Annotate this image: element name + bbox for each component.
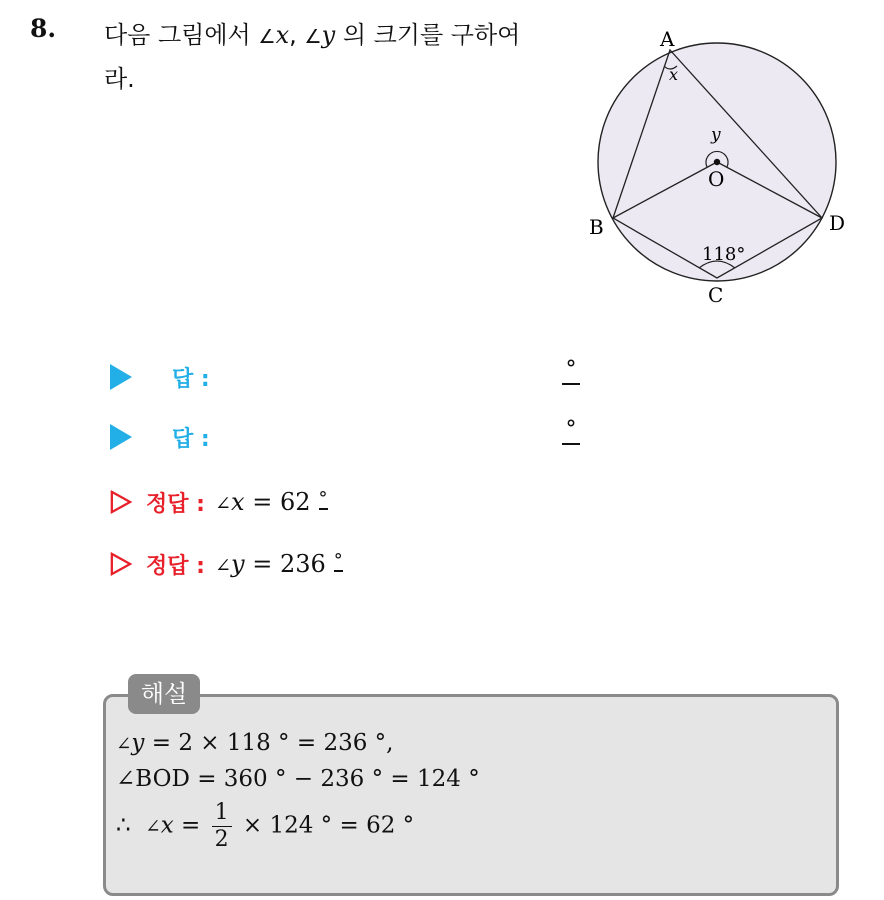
label-d: D bbox=[829, 211, 846, 235]
correct-value: = 236 bbox=[252, 550, 326, 578]
question-var-x: x bbox=[275, 21, 290, 49]
label-y: y bbox=[711, 125, 721, 145]
fraction-numerator: 1 bbox=[212, 800, 232, 827]
angle-symbol-icon: ∠ bbox=[304, 25, 322, 48]
label-o: O bbox=[708, 167, 725, 191]
center-point bbox=[714, 159, 720, 165]
correct-answer-row-1 bbox=[110, 482, 328, 522]
angle-symbol-icon: ∠ bbox=[258, 25, 276, 48]
correct-value: = 62 bbox=[252, 488, 311, 516]
angle-symbol-icon: ∠ bbox=[214, 554, 232, 577]
play-triangle-icon bbox=[110, 364, 132, 390]
solution-line1-text: = 2 × 118 ° = 236 °, bbox=[151, 730, 394, 756]
angle-symbol-icon: ∠ bbox=[214, 492, 232, 515]
solution-line-2: ∠BOD = 360 ° − 236 ° = 124 ° bbox=[116, 766, 480, 792]
question-number: 8. bbox=[30, 14, 57, 43]
inscribed-quadrilateral-diagram bbox=[584, 22, 864, 312]
solution-line3-text: × 124 ° = 62 ° bbox=[242, 812, 415, 839]
correct-var: y bbox=[231, 550, 245, 578]
answer-row-2 bbox=[110, 417, 577, 457]
fraction bbox=[212, 800, 232, 853]
solution-equals: = bbox=[180, 812, 201, 839]
outline-triangle-icon bbox=[110, 551, 132, 577]
solution-var-x: x bbox=[160, 812, 174, 839]
question-var-y: y bbox=[321, 21, 336, 49]
answer-label: 답 : bbox=[172, 426, 210, 452]
answer-row-1 bbox=[110, 357, 577, 397]
correct-expression bbox=[215, 488, 328, 516]
therefore-symbol: ∴ bbox=[116, 812, 131, 839]
label-b: B bbox=[589, 215, 604, 239]
solution-badge: 해설 bbox=[128, 674, 200, 714]
fraction-denominator: 2 bbox=[214, 827, 229, 852]
solution-line-3 bbox=[116, 800, 414, 853]
answer-unit[interactable]: ° bbox=[562, 357, 580, 385]
question-text bbox=[104, 14, 574, 100]
correct-label: 정답 : bbox=[146, 491, 205, 517]
correct-label: 정답 : bbox=[146, 553, 205, 579]
solution-var-y: y bbox=[131, 730, 145, 756]
answer-unit[interactable]: ° bbox=[562, 417, 580, 445]
question-sep: , bbox=[289, 21, 297, 49]
correct-var: x bbox=[231, 488, 245, 516]
correct-answer-row-2 bbox=[110, 544, 343, 584]
question-prefix: 다음 그림에서 bbox=[104, 21, 251, 49]
label-c: C bbox=[708, 283, 724, 307]
correct-expression bbox=[215, 550, 343, 578]
angle-symbol-icon: ∠ bbox=[145, 816, 161, 838]
correct-unit: ° bbox=[333, 550, 343, 571]
question-suffix: 의 크기를 구하여 bbox=[342, 21, 521, 49]
label-x: x bbox=[669, 65, 679, 84]
solution-box bbox=[103, 694, 839, 896]
label-angle-c: 118° bbox=[702, 244, 746, 265]
solution-line-1 bbox=[116, 730, 393, 756]
question-line2: 라. bbox=[104, 65, 135, 93]
circle-figure bbox=[584, 22, 864, 312]
angle-symbol-icon: ∠ bbox=[116, 734, 132, 755]
correct-unit: ° bbox=[318, 488, 328, 509]
answer-label: 답 : bbox=[172, 366, 210, 392]
play-triangle-icon bbox=[110, 424, 132, 450]
outline-triangle-icon bbox=[110, 489, 132, 515]
label-a: A bbox=[660, 27, 675, 51]
